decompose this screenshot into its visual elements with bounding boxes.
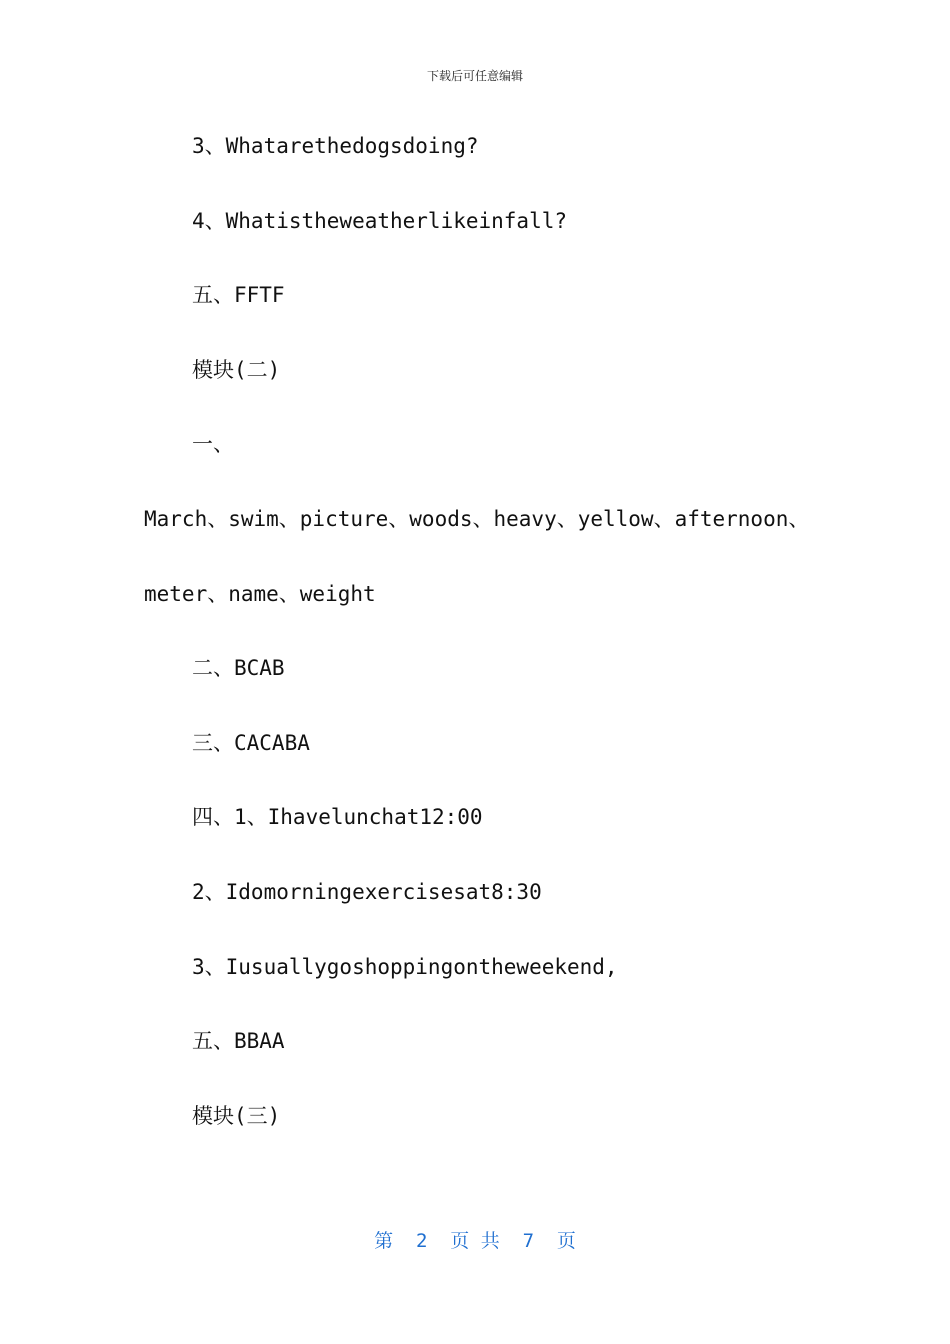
word-list-line: meter、name、weight [144, 581, 376, 606]
answer-line: 3、Iusuallygoshoppingontheweekend, [192, 954, 618, 979]
answer-line: 四、1、Ihavelunchat12:00 [192, 805, 483, 830]
word-list-line: March、swim、picture、woods、heavy、yellow、afternoon、 [144, 506, 810, 531]
answer-line: 2、Idomorningexercisesat8:30 [192, 879, 542, 904]
answer-line: 三、CACABA [192, 730, 310, 755]
download-note: 下载后可任意编辑 [426, 69, 523, 83]
module-heading: 模块(二) [192, 357, 281, 382]
answer-line: 3、Whatarethedogsdoing? [192, 134, 479, 158]
answer-line: 一、 [192, 432, 234, 457]
module-heading: 模块(三) [192, 1103, 281, 1128]
answer-line: 五、FFTF [192, 283, 285, 308]
answer-line: 二、BCAB [192, 656, 285, 681]
answer-line: 4、Whatistheweatherlikeinfall? [192, 208, 568, 233]
answer-line: 五、BBAA [192, 1029, 285, 1054]
document-body [144, 127, 824, 1171]
page-number: 第 2 页 共 7 页 [374, 1230, 576, 1252]
